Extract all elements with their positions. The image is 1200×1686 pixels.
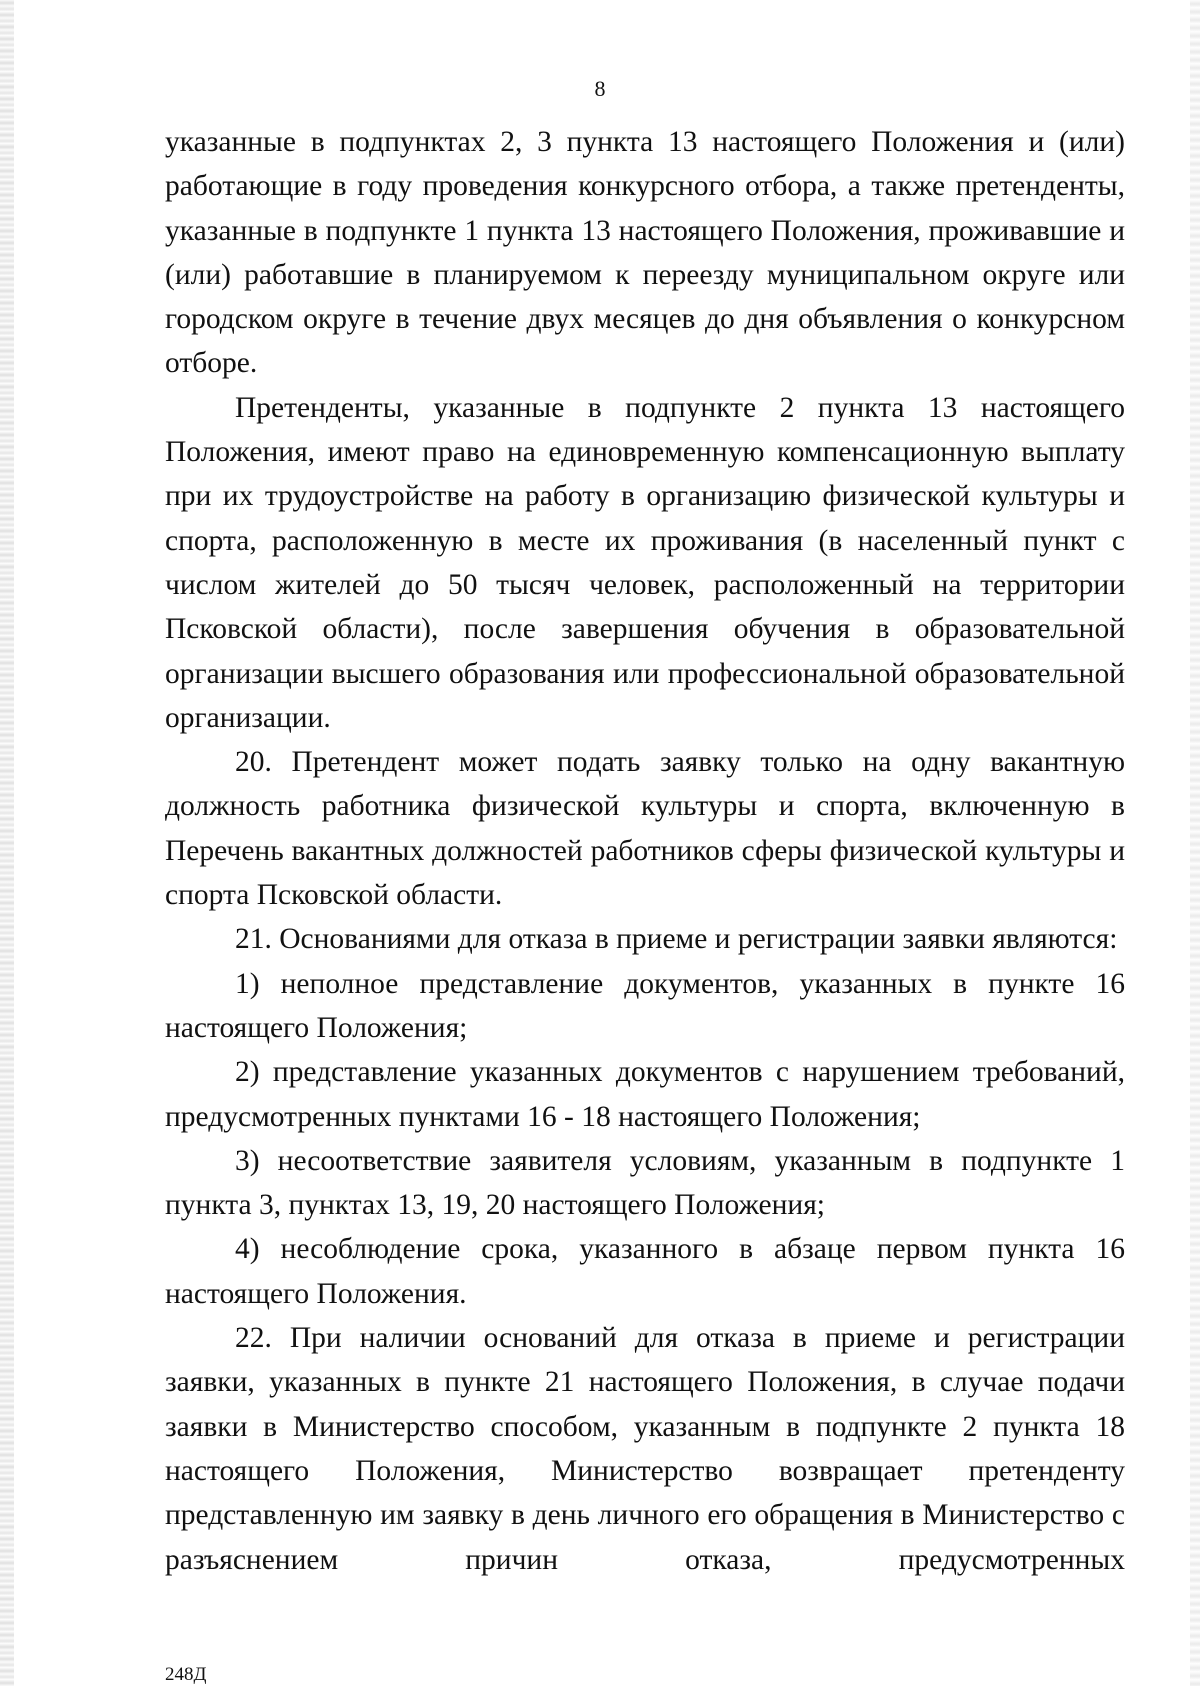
- list-item-21-1: 1) неполное представление документов, указанных в пункте 16 настоящего Положения;: [165, 967, 1125, 1044]
- document-body: [165, 120, 1125, 1582]
- list-item-21-3: 3) несоответствие заявителя условиям, указанным в подпункте 1 пункта 3, пунктах 13, 19, 20 настоящего Положения;: [165, 1144, 1125, 1222]
- page-number: 8: [594, 76, 606, 101]
- paragraph-compensation: Претенденты, указанные в подпункте 2 пункта 13 настоящего Положения, имеют право на единовременную компенсационную выплату при их трудоустройстве на работу в организацию физической культуры и спорта, расположенную в месте их проживания (в населенный пункт с числом жителей до 50 тысяч человек, расположенный на территории Псковской области), после завершения обучения в образовательной организации высшего образования или профессиональной образовательной организации.: [165, 391, 1125, 734]
- paragraph-21: 21. Основаниями для отказа в приеме и регистрации заявки являются:: [235, 923, 1118, 956]
- paragraph-continuation: указанные в подпунктах 2, 3 пункта 13 настоящего Положения и (или) работающие в году проведения конкурсного отбора, а также претенденты, указанные в подпункте 1 пункта 13 настоящего Положения, проживавшие и (или) работавшие в планируемом к переезду муниципальном округе или городском округе в течение двух месяцев до дня объявления о конкурсном отборе.: [165, 126, 1125, 380]
- document-code: 248Д: [165, 1664, 207, 1685]
- paragraph-20: 20. Претендент может подать заявку только на одну вакантную должность работника физической культуры и спорта, включенную в Перечень вакантных должностей работников сферы физической культуры и спорта Псковской области.: [165, 746, 1125, 912]
- paragraph-22: 22. При наличии оснований для отказа в приеме и регистрации заявки, указанных в пункте 21 настоящего Положения, в случае подачи заявки в Министерство способом, указанным в подпункте 2 пункта 18 настоящего Положения, Министерство возвращает претенденту представленную им заявку в день личного его обращения в Министерство с разъяснением причин отказа, предусмотренных: [165, 1322, 1125, 1576]
- scan-edge-right: [1190, 0, 1200, 1686]
- list-item-21-4: 4) несоблюдение срока, указанного в абзаце первом пункта 16 настоящего Положения.: [165, 1233, 1125, 1310]
- list-item-21-2: 2) представление указанных документов с нарушением требований, предусмотренных пунктами 16 - 18 настоящего Положения;: [165, 1056, 1125, 1133]
- scan-edge-left: [0, 0, 14, 1686]
